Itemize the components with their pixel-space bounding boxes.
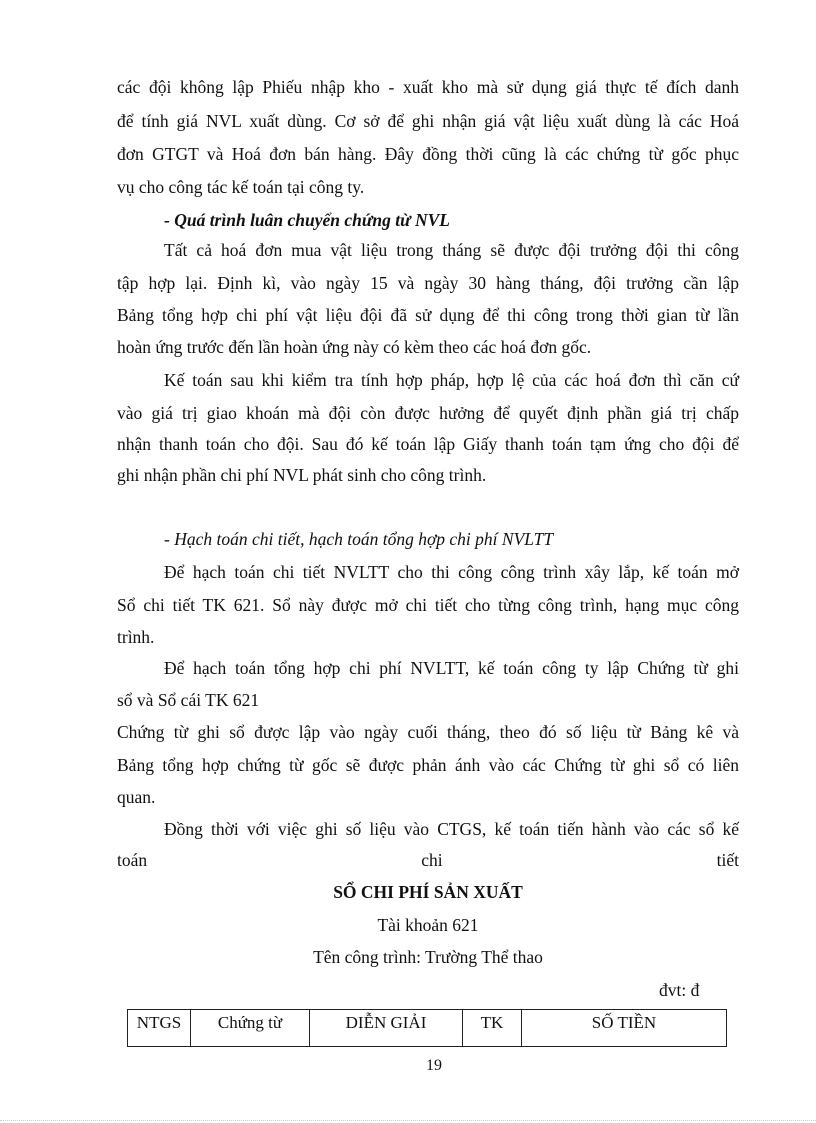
col-ntgs: NTGS	[128, 1010, 191, 1047]
p2-line-4: hoàn ứng trước đến lần hoàn ứng này có kèm theo các hoá đơn gốc.	[117, 337, 592, 357]
p7-word-3: tiết	[716, 850, 739, 870]
section-heading-document-flow: - Quá trình luân chuyển chứng từ NVL	[164, 210, 450, 230]
ledger-header-row	[128, 1010, 727, 1047]
p3-line-4: ghi nhận phần chi phí NVL phát sinh cho công trình.	[117, 465, 487, 485]
p6-line-3: quan.	[117, 787, 156, 807]
col-chung-tu: Chứng từ	[191, 1010, 310, 1047]
page-bottom-divider	[0, 1120, 816, 1121]
ledger-unit: đvt: đ	[659, 980, 700, 1000]
p4-line-2: Sổ chi tiết TK 621. Sổ này được mở chi tiết cho từng công trình, hạng mục công	[117, 595, 739, 615]
page-number: 19	[426, 1057, 442, 1074]
ledger-table	[127, 1009, 727, 1047]
p3-line-2: vào giá trị giao khoán mà đội còn được hưởng để quyết định phần giá trị chấp	[117, 403, 739, 423]
p2-line-3: Bảng tổng hợp chi phí vật liệu đội đã sử dụng để thi công trong thời gian từ lần	[117, 305, 739, 325]
p1-line-2: để tính giá NVL xuất dùng. Cơ sở để ghi nhận giá vật liệu xuất dùng là các Hoá	[117, 111, 739, 131]
p6-line-2: Bảng tổng hợp chứng từ gốc sẽ được phản ánh vào các Chứng từ ghi sổ có liên	[117, 755, 739, 775]
ledger-title: SỔ CHI PHÍ SẢN XUẤT	[333, 882, 523, 902]
col-so-tien: SỐ TIỀN	[522, 1010, 727, 1047]
p2-line-2: tập hợp lại. Định kì, vào ngày 15 và ngày 30 hàng tháng, đội trưởng cần lập	[117, 273, 739, 293]
p5-line-1: Để hạch toán tổng hợp chi phí NVLTT, kế toán công ty lập Chứng từ ghi	[164, 658, 739, 678]
ledger-project: Tên công trình: Trường Thể thao	[313, 947, 543, 967]
p7-word-1: toán	[117, 850, 148, 870]
col-tk: TK	[463, 1010, 522, 1047]
p1-line-1: các đội không lập Phiếu nhập kho - xuất kho mà sử dụng giá thực tế đích danh	[117, 77, 739, 97]
p3-line-1: Kế toán sau khi kiểm tra tính hợp pháp, hợp lệ của các hoá đơn thì căn cứ	[164, 370, 739, 390]
p7-line-2	[117, 850, 739, 871]
ledger-account: Tài khoản 621	[377, 915, 479, 935]
p2-line-1: Tất cả hoá đơn mua vật liệu trong tháng sẽ được đội trưởng đội thi công	[164, 240, 739, 260]
p1-line-4: vụ cho công tác kế toán tại công ty.	[117, 177, 365, 197]
p4-line-1: Để hạch toán chi tiết NVLTT cho thi công công trình xây lắp, kế toán mở	[164, 562, 739, 582]
p3-line-3: nhận thanh toán cho đội. Sau đó kế toán lập Giấy thanh toán tạm ứng cho đội để	[117, 434, 739, 454]
p4-line-3: trình.	[117, 627, 155, 647]
p1-line-3: đơn GTGT và Hoá đơn bán hàng. Đây đồng thời cũng là các chứng từ gốc phục	[117, 144, 739, 164]
p6-line-1: Chứng từ ghi sổ được lập vào ngày cuối tháng, theo đó số liệu từ Bảng kê và	[117, 722, 739, 742]
p7-line-1: Đồng thời với việc ghi số liệu vào CTGS, kế toán tiến hành vào các sổ kế	[164, 819, 739, 839]
p7-word-2: chi	[421, 850, 443, 870]
p5-line-2: sổ và Sổ cái TK 621	[117, 690, 260, 710]
section-heading-accounting: - Hạch toán chi tiết, hạch toán tổng hợp chi phí NVLTT	[164, 529, 554, 549]
col-dien-giai: DIỄN GIẢI	[310, 1010, 463, 1047]
